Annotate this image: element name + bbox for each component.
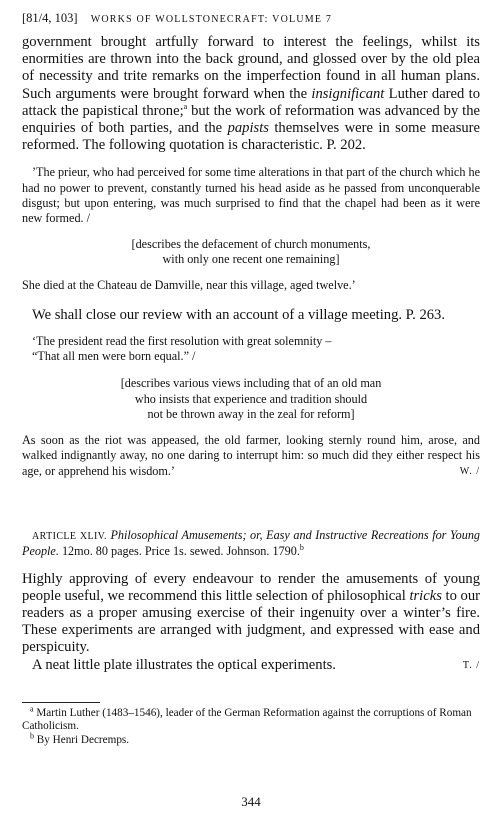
emphasis-tricks: tricks bbox=[409, 587, 442, 604]
editorial-note-reform: [describes various views including that of an old man who insists that experience and tradition should not be thrown away in the zeal for reform] bbox=[120, 376, 382, 421]
footnote-b: $^b$ By Henri Decremps. bbox=[30, 731, 130, 746]
page bbox=[22, 10, 481, 809]
editorial-note-monuments: [describes the defacement of church monuments, with only one recent one remaining] bbox=[131, 236, 371, 266]
review-paragraph-3: Highly approving of every endeavour to render the amusements of young people useful, we recommend this little selection of philosophical tricks to our readers as a proper amusing exercise of their ingenuity over a winter’s fire. These experiments are arranged with judgment, and expressed with ease and perspicuity. bbox=[22, 570, 480, 656]
footnote-marker-a: a bbox=[183, 101, 188, 111]
footnote-a: $^a$ Martin Luther (1483–1546), leader of the German Reformation against the corruptions of Roman Catholicism. bbox=[22, 704, 472, 733]
article-heading bbox=[22, 528, 480, 560]
article-details: 12mo. 80 pages. Price 1s. sewed. Johnson. 1790. bbox=[58, 544, 300, 559]
reviewer-signature-w: W. / bbox=[459, 465, 480, 477]
emphasis-papists: papists bbox=[227, 120, 269, 137]
running-title: WORKS OF WOLLSTONECRAFT: VOLUME 7 bbox=[90, 14, 333, 25]
emphasis-insignificant: insignificant bbox=[311, 85, 385, 102]
review-paragraph-2: We shall close our review with an account of a village meeting. P. 263. bbox=[32, 306, 446, 323]
review-paragraph-1: government brought artfully forward to interest the feelings, whilst its enormities are thrown into the back ground, and glossed over by the old plea of necessity and trite remarks on the imperfection found in all human plans. Such arguments were brought forward when the insignificant Luther dared to attack the papistical throne;$^a$ but the work of reformation was advanced by the enquiries of both parties, and the papists themselves were in some measure reformed. The following quotation is characteristic. P. 202. bbox=[22, 34, 481, 154]
quotation-village-meeting: ‘The president read the first resolution with great solemnity – “That all men were born equal.” / bbox=[32, 333, 332, 363]
quotation-damville-end: She died at the Chateau de Damville, near this village, aged twelve.’ bbox=[22, 278, 356, 293]
page-number: 344 bbox=[241, 794, 261, 809]
footnote-marker-b: b bbox=[299, 543, 304, 553]
quotation-prieur: ’The prieur, who had perceived for some time alterations in that part of the church which he had no power to prevent, constantly turned his head aside as he passed from unconquerable disgust; but upon entering, was much surprised to find that the chapel had been as it were new formed. / bbox=[22, 165, 480, 226]
review-paragraph-4: A neat little plate illustrates the optical experiments. T. / bbox=[32, 656, 480, 673]
footnote-rule bbox=[22, 702, 100, 703]
article-label: ARTICLE XLIV. bbox=[32, 531, 107, 543]
reviewer-signature-t: T. / bbox=[462, 659, 480, 671]
running-header bbox=[22, 10, 480, 28]
quotation-old-farmer: As soon as the riot was appeased, the old farmer, looking sternly round him, arose, and walked indignantly away, no one daring to interrupt him: so much did they either respect his age, or apprehend his wisdom.’ W. / bbox=[22, 433, 480, 478]
page-reference: [81/4, 103] bbox=[22, 11, 78, 25]
article-title: Philosophical Amusements; or, Easy and Instructive Recreations for Young People. bbox=[22, 528, 481, 559]
footnotes bbox=[22, 702, 480, 748]
